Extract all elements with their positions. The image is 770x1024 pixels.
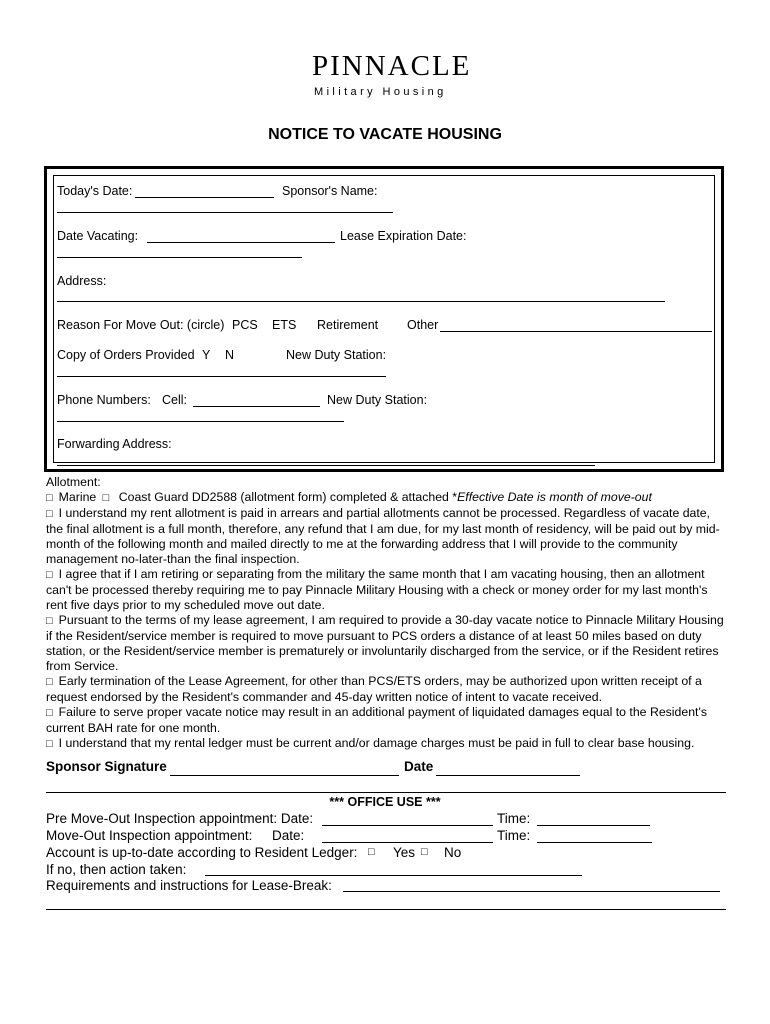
orders-yes-option[interactable]: Y: [202, 348, 211, 362]
marine-checkbox[interactable]: □: [46, 492, 53, 504]
orders-no-option[interactable]: N: [225, 348, 235, 362]
date-vacating-label: Date Vacating:: [57, 229, 139, 243]
sponsor-name-label: Sponsor's Name:: [282, 184, 378, 198]
new-duty-station-field-2[interactable]: [57, 421, 344, 422]
allotment-item-text: I agree that if I am retiring or separating from the military the same month that I am vacating housing, then an allotment can't be processed thereby requiring me to pay Pinnacle Military Housing with a check or money order for my last month's rent five days prior to my scheduled move out date.: [46, 567, 708, 612]
orders-label: Copy of Orders Provided: [57, 348, 195, 362]
forwarding-address-label: Forwarding Address:: [57, 437, 172, 451]
cell-label: Cell:: [162, 393, 188, 407]
reason-ets-option[interactable]: ETS: [272, 318, 297, 332]
date-vacating-field[interactable]: [147, 242, 335, 243]
action-taken-label: If no, then action taken:: [46, 862, 187, 877]
office-use-heading: *** OFFICE USE ***: [329, 795, 441, 809]
reason-pcs-option[interactable]: PCS: [232, 318, 258, 332]
reason-label: Reason For Move Out: (circle): [57, 318, 225, 332]
todays-date-label: Today's Date:: [57, 184, 133, 198]
allotment-item: [46, 613, 726, 674]
acknowledge-checkbox[interactable]: □: [46, 676, 53, 688]
new-duty-station-field[interactable]: [57, 376, 386, 377]
bottom-divider: [46, 909, 726, 910]
address-label: Address:: [57, 274, 107, 288]
allotment-item-text: Early termination of the Lease Agreement, for other than PCS/ETS orders, may be authorized upon written receipt of a request endorsed by the Resident's commander and 45-day written notice of intent to vacate received.: [46, 674, 702, 704]
sponsor-name-field[interactable]: [57, 212, 393, 213]
logo-subtitle: Military Housing: [314, 86, 447, 98]
account-yes-label: Yes: [393, 845, 416, 860]
account-label: Account is up-to-date according to Resident Ledger:: [46, 845, 358, 860]
move-out-inspection-label: Move-Out Inspection appointment:: [46, 828, 253, 843]
signature-date-label: Date: [404, 759, 434, 774]
page-title: NOTICE TO VACATE HOUSING: [268, 126, 502, 143]
account-no-checkbox[interactable]: □: [421, 846, 428, 858]
new-duty-station-label: New Duty Station:: [286, 348, 387, 362]
reason-other-option[interactable]: Other: [407, 318, 439, 332]
allotment-item-text: Failure to serve proper vacate notice may result in an additional payment of liquidated damages equal to the Resident's current BAH rate for one month.: [46, 705, 707, 735]
lease-expiration-field[interactable]: [57, 257, 302, 258]
signature-date-field[interactable]: [436, 775, 580, 776]
new-duty-station-label-2: New Duty Station:: [327, 393, 428, 407]
logo-name: PINNACLE: [312, 50, 472, 82]
allotment-section: [46, 475, 726, 752]
account-no-label: No: [444, 845, 462, 860]
allotment-item: [46, 506, 726, 567]
allotment-item: [46, 567, 726, 613]
address-field[interactable]: [57, 301, 665, 302]
move-out-time-label: Time:: [497, 828, 531, 843]
lease-break-label: Requirements and instructions for Lease-Break:: [46, 878, 332, 893]
effective-date-note: Effective Date is month of move-out: [457, 490, 652, 504]
phone-numbers-label: Phone Numbers:: [57, 393, 151, 407]
allotment-item-text: I understand my rent allotment is paid in arrears and partial allotments cannot be processed. Regardless of vacate date, the final allotment is a full month, therefore, any refund that I am due, for my last month of residency, will be paid out by mid-month of the following month and mailed directly to me at the forwarding address that I will provide to the community management no-later-than the final inspection.: [46, 506, 720, 566]
todays-date-field[interactable]: [135, 197, 274, 198]
acknowledge-checkbox[interactable]: □: [46, 615, 53, 627]
marine-label: Marine: [58, 490, 97, 504]
acknowledge-checkbox[interactable]: □: [46, 569, 53, 581]
sponsor-signature-field[interactable]: [170, 775, 399, 776]
allotment-service-line: [46, 490, 726, 506]
allotment-item-text: Pursuant to the terms of my lease agreement, I am required to provide a 30-day vacate notice to Pinnacle Military Housing if the Resident/service member is required to move pursuant to PCS orders a distance of at least 50 miles based on duty station, or the Resident/service member is prematurely or involuntarily discharged from the service, or if the Resident retires from Service.: [46, 613, 724, 673]
sponsor-signature-label: Sponsor Signature: [46, 759, 167, 774]
forwarding-address-field[interactable]: [57, 465, 595, 466]
cell-field[interactable]: [193, 406, 320, 407]
pre-move-out-time-field[interactable]: [537, 825, 650, 826]
reason-other-field[interactable]: [440, 331, 712, 332]
allotment-heading: Allotment:: [46, 475, 101, 489]
allotment-item: [46, 736, 726, 752]
allotment-item: [46, 674, 726, 705]
acknowledge-checkbox[interactable]: □: [46, 508, 53, 520]
move-out-date-label: Date:: [272, 828, 305, 843]
account-yes-checkbox[interactable]: □: [368, 846, 375, 858]
move-out-date-field[interactable]: [322, 842, 493, 843]
pinnacle-logo: [312, 50, 472, 106]
allotment-item: [46, 705, 726, 736]
acknowledge-checkbox[interactable]: □: [46, 707, 53, 719]
reason-retirement-option[interactable]: Retirement: [317, 318, 379, 332]
pre-move-out-label: Pre Move-Out Inspection appointment: Date:: [46, 811, 314, 826]
pre-move-out-time-label: Time:: [497, 811, 531, 826]
office-use-divider: [46, 792, 726, 793]
allotment-item-text: I understand that my rental ledger must be current and/or damage charges must be paid in full to clear base housing.: [58, 736, 695, 750]
acknowledge-checkbox[interactable]: □: [46, 738, 53, 750]
lease-break-field[interactable]: [343, 891, 720, 892]
coast-guard-label: Coast Guard DD2588 (allotment form) completed & attached *: [118, 490, 458, 504]
coast-guard-checkbox[interactable]: □: [102, 492, 110, 504]
pre-move-out-date-field[interactable]: [322, 825, 493, 826]
move-out-time-field[interactable]: [537, 842, 652, 843]
lease-expiration-label: Lease Expiration Date:: [340, 229, 467, 243]
action-taken-field[interactable]: [205, 875, 582, 876]
